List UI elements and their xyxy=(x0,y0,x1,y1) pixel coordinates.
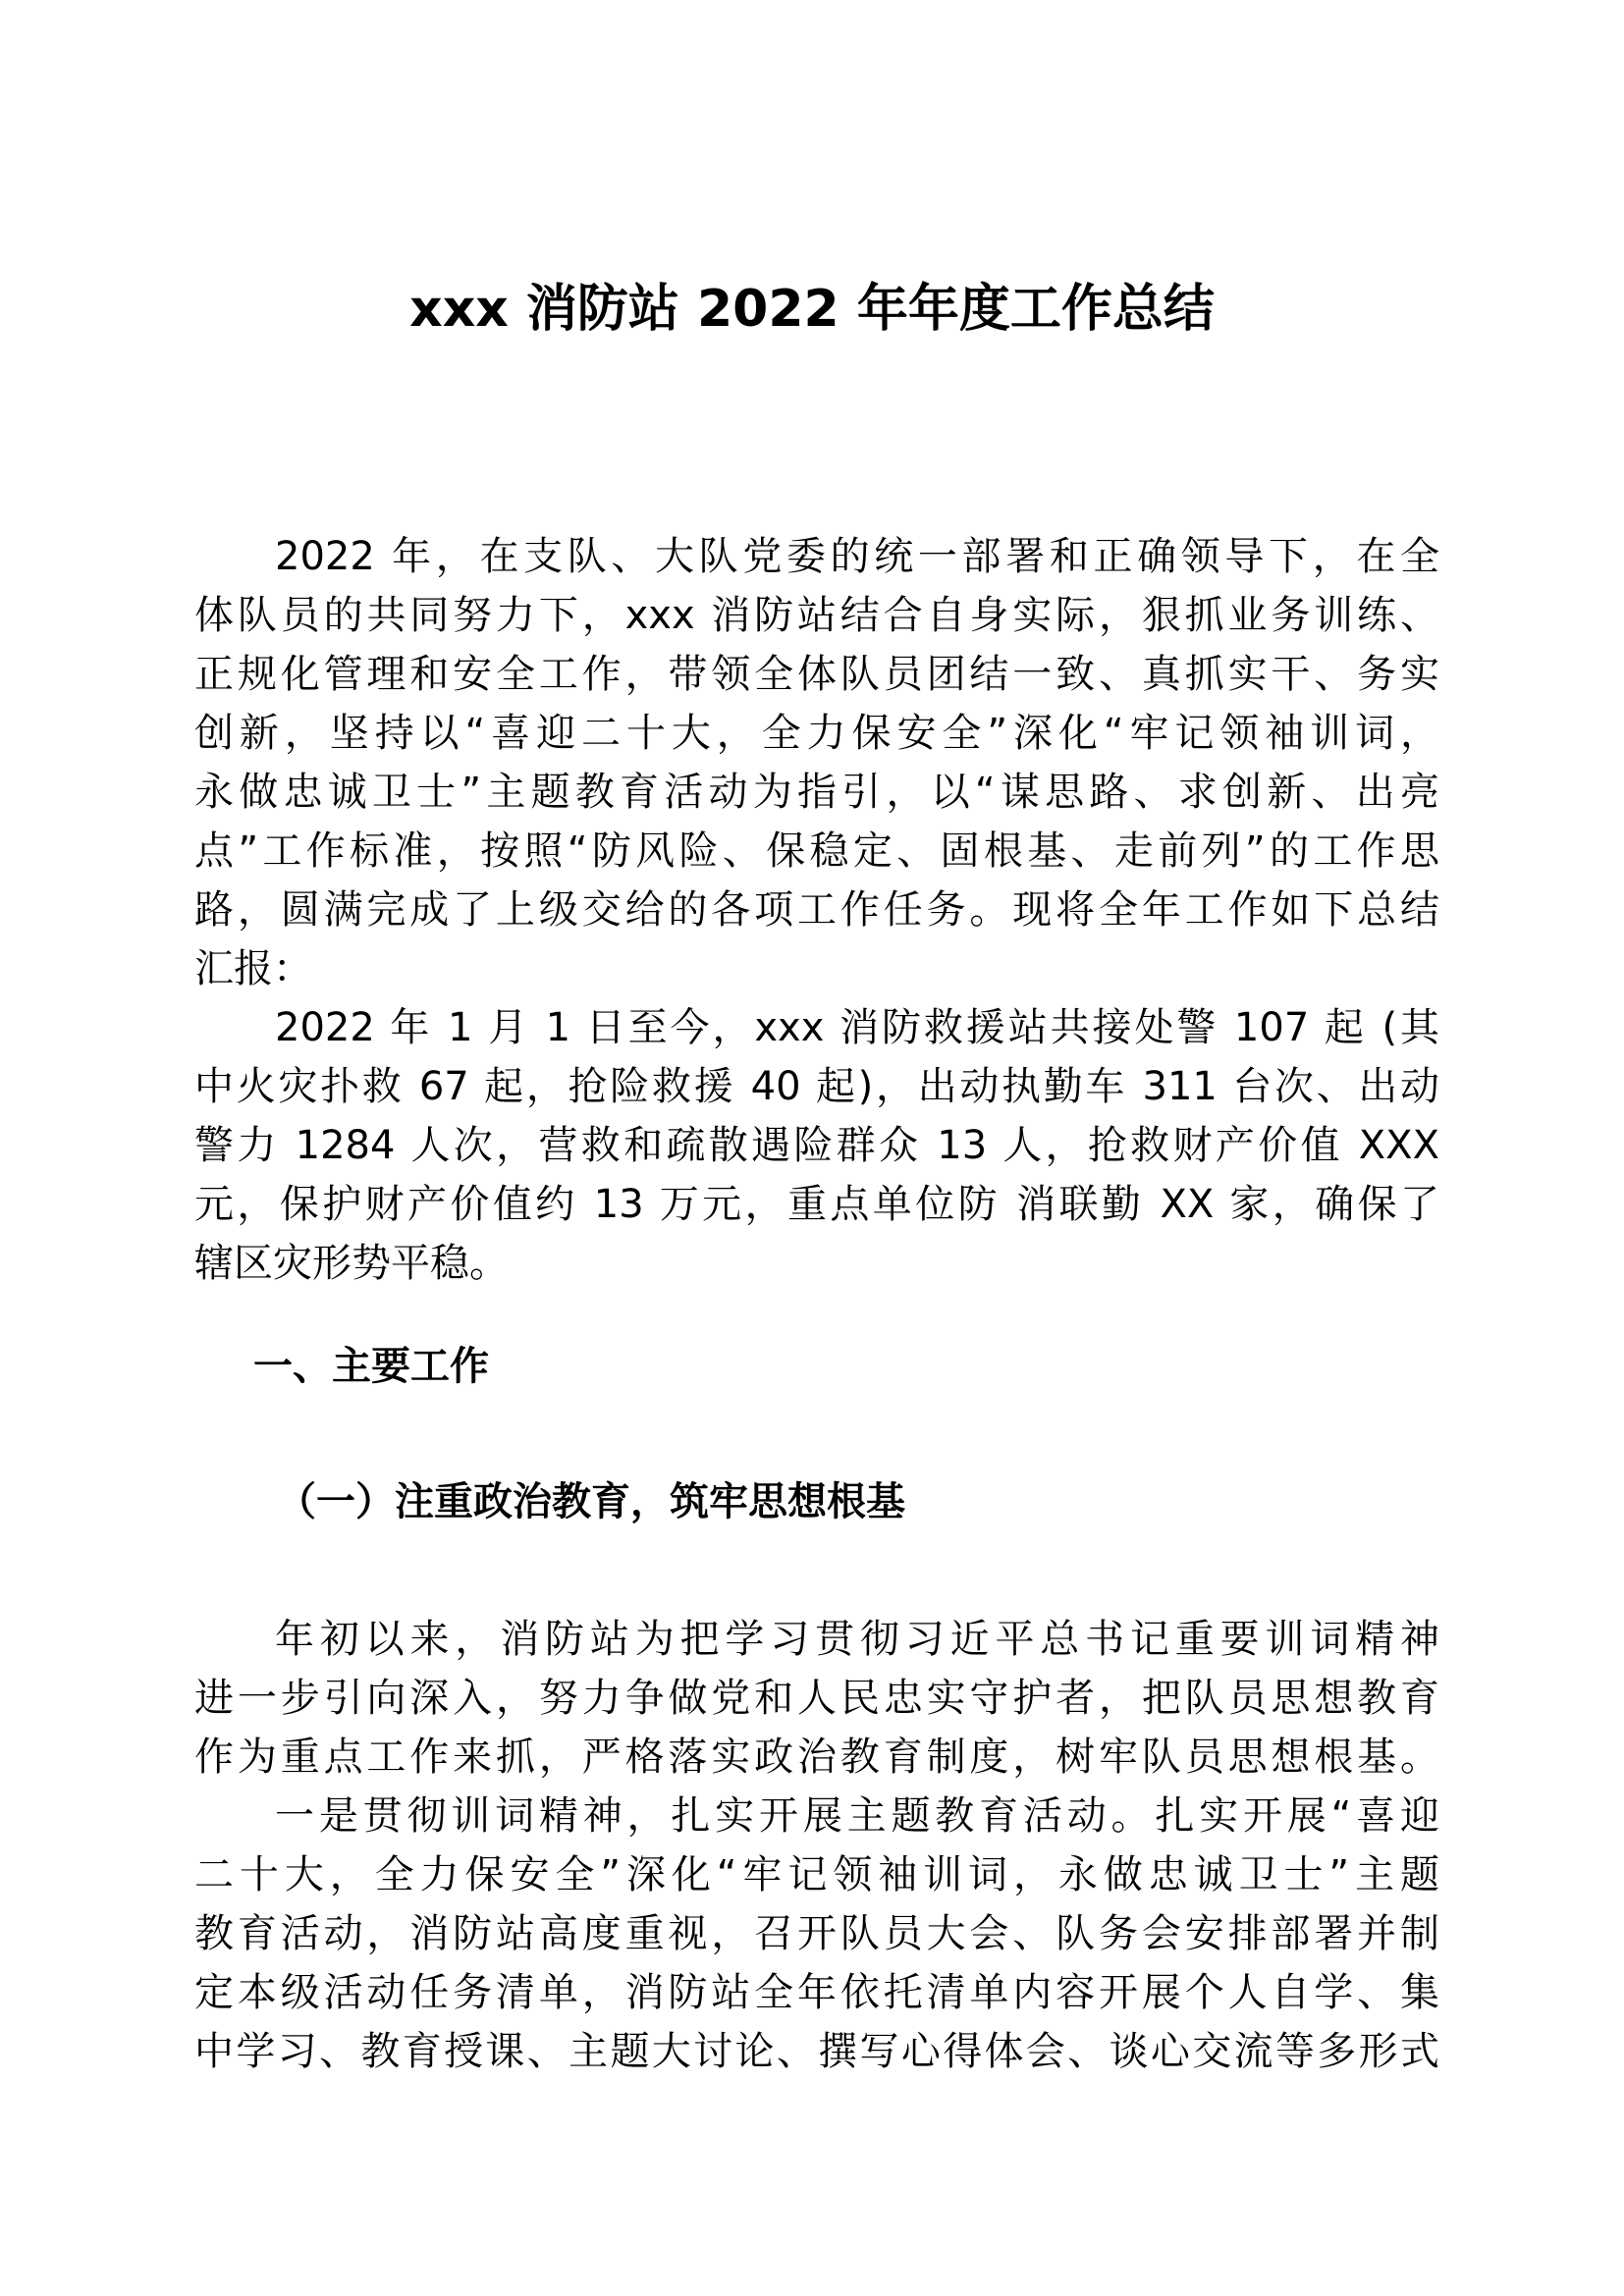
text-line: 一是贯彻训词精神，扎实开展主题教育活动。扎实开展“喜迎 xyxy=(275,1793,1439,1839)
document-title: xxx 消防站 2022 年年度工作总结 xyxy=(409,280,1215,339)
text-line: 路，圆满完成了上级交给的各项工作任务。现将全年工作如下总结 xyxy=(194,887,1439,933)
text-line: 元，保护财产价值约 13 万元，重点单位防 消联勤 XX 家，确保了 xyxy=(194,1182,1439,1227)
text-line: 正规化管理和安全工作，带领全体队员团结一致、真抓实干、务实 xyxy=(194,652,1439,697)
text-line: 2022 年，在支队、大队党委的统一部署和正确领导下，在全 xyxy=(275,534,1439,579)
text-line: 年初以来，消防站为把学习贯彻习近平总书记重要训词精神 xyxy=(275,1617,1439,1662)
text-line: 创新，坚持以“喜迎二十大，全力保安全”深化“牢记领袖训词， xyxy=(194,711,1439,756)
text-line: 辖区灾形势平稳。 xyxy=(194,1241,509,1286)
text-line: 警力 1284 人次，营救和疏散遇险群众 13 人，抢救财产价值 XXX xyxy=(194,1123,1439,1168)
text-line: 永做忠诚卫士”主题教育活动为指引，以“谋思路、求创新、出亮 xyxy=(194,770,1439,815)
text-line: 教育活动，消防站高度重视，召开队员大会、队务会安排部署并制 xyxy=(194,1911,1439,1956)
section-heading: 一、主要工作 xyxy=(253,1344,489,1389)
text-line: 定本级活动任务清单，消防站全年依托清单内容开展个人自学、集 xyxy=(194,1970,1439,2015)
text-line: 进一步引向深入，努力争做党和人民忠实守护者，把队员思想教育 xyxy=(194,1676,1439,1721)
text-line: 作为重点工作来抓，严格落实政治教育制度，树牢队员思想根基。 xyxy=(194,1735,1439,1780)
text-line: 2022 年 1 月 1 日至今，xxx 消防救援站共接处警 107 起 (其 xyxy=(275,1005,1439,1050)
subsection-paragraph-2 xyxy=(194,1787,1439,2081)
text-line: 点”工作标准，按照“防风险、保稳定、固根基、走前列”的工作思 xyxy=(194,828,1439,874)
text-line: 体队员的共同努力下，xxx 消防站结合自身实际，狠抓业务训练、 xyxy=(194,593,1439,638)
subsection-paragraph-1 xyxy=(194,1610,1439,1787)
intro-paragraph-2 xyxy=(194,998,1439,1293)
subsection-heading: （一）注重政治教育，筑牢思想根基 xyxy=(277,1479,905,1524)
text-line: 中火灾扑救 67 起，抢险救援 40 起)，出动执勤车 311 台次、出动 xyxy=(194,1064,1439,1109)
text-line: 二十大，全力保安全”深化“牢记领袖训词，永做忠诚卫士”主题 xyxy=(194,1852,1439,1897)
text-line: 中学习、教育授课、主题大讨论、撰写心得体会、谈心交流等多形式 xyxy=(194,2029,1439,2074)
text-line: 汇报： xyxy=(194,946,312,991)
intro-paragraph-1 xyxy=(194,527,1439,998)
